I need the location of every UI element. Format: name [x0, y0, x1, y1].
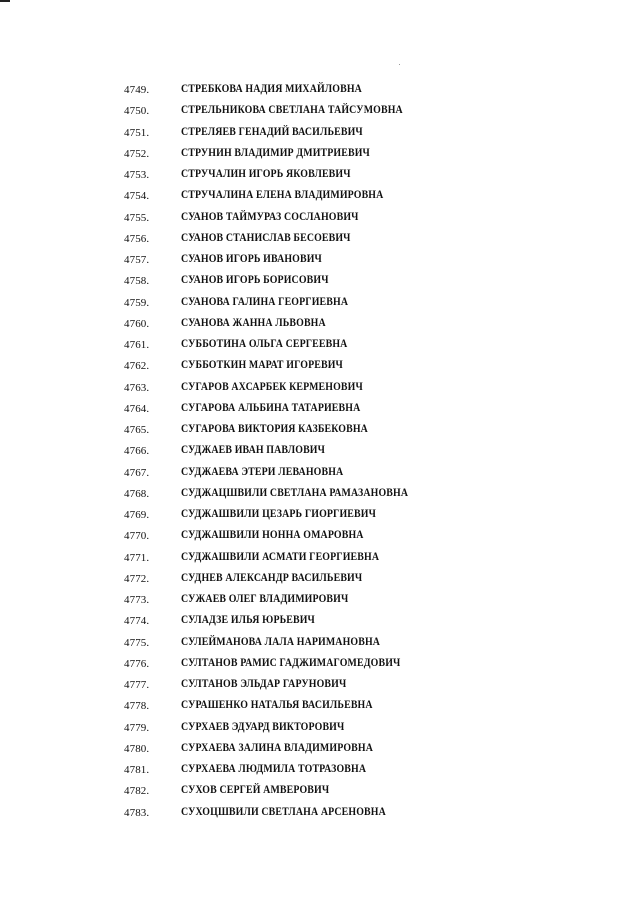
list-item — [0, 252, 640, 273]
entry-full-name: СУДЖАШВИЛИ НОННА ОМАРОВНА — [181, 529, 364, 542]
entry-number: 4759. — [124, 296, 150, 309]
entry-number: 4767. — [124, 466, 150, 479]
entry-number: 4772. — [124, 572, 150, 585]
entry-full-name: СТРУЧАЛИНА ЕЛЕНА ВЛАДИМИРОВНА — [181, 189, 384, 202]
entry-number: 4775. — [124, 636, 150, 649]
entry-full-name: СУАНОВА ГАЛИНА ГЕОРГИЕВНА — [181, 295, 349, 308]
name-list — [0, 82, 640, 826]
list-item — [0, 720, 640, 741]
entry-number: 4757. — [124, 254, 150, 266]
list-item — [0, 188, 640, 209]
list-item — [0, 677, 640, 698]
list-item — [0, 422, 640, 443]
entry-number: 4780. — [124, 742, 150, 755]
list-item — [0, 167, 640, 188]
list-item — [0, 146, 640, 167]
list-item — [0, 571, 640, 592]
entry-full-name: СУАНОВ ИГОРЬ БОРИСОВИЧ — [181, 274, 329, 287]
entry-full-name: СУДЖАЕВА ЭТЕРИ ЛЕВАНОВНА — [181, 465, 344, 478]
entry-number: 4752. — [124, 147, 150, 160]
entry-full-name: СУАНОВ ИГОРЬ ИВАНОВИЧ — [181, 253, 322, 265]
entry-full-name: СУДЖАЕВ ИВАН ПАВЛОВИЧ — [181, 444, 326, 457]
entry-full-name: СТРУЧАЛИН ИГОРЬ ЯКОВЛЕВИЧ — [181, 168, 351, 180]
entry-full-name: СУББОТКИН МАРАТ ИГОРЕВИЧ — [181, 359, 343, 372]
entry-full-name: СУРХАЕВ ЭДУАРД ВИКТОРОВИЧ — [181, 720, 345, 733]
entry-full-name: СУББОТИНА ОЛЬГА СЕРГЕЕВНА — [181, 338, 348, 350]
list-item — [0, 210, 640, 231]
scan-corner-mark — [0, 0, 10, 2]
list-item — [0, 358, 640, 379]
list-item — [0, 125, 640, 146]
entry-number: 4763. — [124, 381, 150, 394]
entry-number: 4781. — [124, 764, 150, 776]
entry-number: 4771. — [124, 551, 150, 564]
list-item — [0, 783, 640, 804]
entry-full-name: СУГАРОВ АХСАРБЕК КЕРМЕНОВИЧ — [181, 380, 363, 393]
list-item — [0, 592, 640, 613]
entry-full-name: СУРАШЕНКО НАТАЛЬЯ ВАСИЛЬЕВНА — [181, 699, 373, 712]
entry-number: 4753. — [124, 169, 150, 181]
list-item — [0, 741, 640, 762]
entry-full-name: СУДНЕВ АЛЕКСАНДР ВАСИЛЬЕВИЧ — [181, 571, 363, 584]
list-item — [0, 337, 640, 358]
list-item — [0, 231, 640, 252]
list-item — [0, 613, 640, 634]
entry-number: 4777. — [124, 679, 150, 691]
list-item — [0, 805, 640, 826]
entry-full-name: СУЛЕЙМАНОВА ЛАЛА НАРИМАНОВНА — [181, 635, 381, 648]
list-item — [0, 635, 640, 656]
entry-number: 4760. — [124, 317, 150, 330]
scan-artifact-dot — [399, 64, 400, 65]
entry-full-name: СУГАРОВА АЛЬБИНА ТАТАРИЕВНА — [181, 401, 361, 414]
entry-full-name: СУАНОВ ТАЙМУРАЗ СОСЛАНОВИЧ — [181, 210, 359, 223]
entry-number: 4755. — [124, 211, 150, 224]
list-item — [0, 443, 640, 464]
entry-full-name: СТРЕБКОВА НАДИЯ МИХАЙЛОВНА — [181, 83, 362, 95]
entry-full-name: СУАНОВ СТАНИСЛАВ БЕСОЕВИЧ — [181, 231, 351, 244]
entry-full-name: СУХОЦШВИЛИ СВЕТЛАНА АРСЕНОВНА — [181, 805, 386, 818]
entry-number: 4769. — [124, 509, 150, 521]
entry-full-name: СУГАРОВА ВИКТОРИЯ КАЗБЕКОВНА — [181, 423, 368, 435]
entry-full-name: СУЛТАНОВ РАМИС ГАДЖИМАГОМЕДОВИЧ — [181, 656, 401, 669]
entry-number: 4778. — [124, 700, 150, 713]
entry-number: 4782. — [124, 785, 150, 798]
entry-full-name: СУДЖАШВИЛИ ЦЕЗАРЬ ГИОРГИЕВИЧ — [181, 508, 376, 520]
entry-number: 4756. — [124, 232, 150, 245]
entry-number: 4773. — [124, 594, 150, 606]
entry-full-name: СТРУНИН ВЛАДИМИР ДМИТРИЕВИЧ — [181, 146, 370, 159]
entry-full-name: СУЛАДЗЕ ИЛЬЯ ЮРЬЕВИЧ — [181, 614, 315, 627]
list-item — [0, 103, 640, 124]
entry-full-name: СТРЕЛЬНИКОВА СВЕТЛАНА ТАЙСУМОВНА — [181, 104, 403, 117]
list-item — [0, 507, 640, 528]
list-item — [0, 401, 640, 422]
list-item — [0, 550, 640, 571]
entry-full-name: СУДЖАШВИЛИ АСМАТИ ГЕОРГИЕВНА — [181, 550, 380, 563]
entry-full-name: СУРХАЕВА ЗАЛИНА ВЛАДИМИРОВНА — [181, 741, 373, 754]
list-item — [0, 486, 640, 507]
list-item — [0, 656, 640, 677]
entry-number: 4766. — [124, 445, 150, 458]
entry-number: 4765. — [124, 424, 150, 436]
entry-number: 4779. — [124, 721, 150, 734]
entry-number: 4749. — [124, 84, 150, 96]
entry-number: 4751. — [124, 126, 150, 139]
entry-number: 4783. — [124, 806, 150, 819]
list-item — [0, 698, 640, 719]
entry-number: 4764. — [124, 402, 150, 415]
list-item — [0, 762, 640, 783]
list-item — [0, 295, 640, 316]
entry-number: 4776. — [124, 657, 150, 670]
entry-full-name: СУХОВ СЕРГЕЙ АМВЕРОВИЧ — [181, 784, 330, 797]
entry-number: 4750. — [124, 105, 150, 118]
entry-full-name: СУДЖАЦШВИЛИ СВЕТЛАНА РАМАЗАНОВНА — [181, 486, 409, 499]
entry-number: 4770. — [124, 530, 150, 543]
entry-full-name: СУЛТАНОВ ЭЛЬДАР ГАРУНОВИЧ — [181, 678, 347, 690]
entry-number: 4774. — [124, 615, 150, 628]
entry-full-name: СУРХАЕВА ЛЮДМИЛА ТОТРАЗОВНА — [181, 763, 367, 775]
entry-number: 4768. — [124, 487, 150, 500]
entry-full-name: СТРЕЛЯЕВ ГЕНАДИЙ ВАСИЛЬЕВИЧ — [181, 125, 363, 138]
entry-full-name: СУЖАЕВ ОЛЕГ ВЛАДИМИРОВИЧ — [181, 593, 349, 605]
list-item — [0, 465, 640, 486]
list-item — [0, 82, 640, 103]
entry-full-name: СУАНОВА ЖАННА ЛЬВОВНА — [181, 316, 326, 329]
list-item — [0, 380, 640, 401]
list-item — [0, 316, 640, 337]
entry-number: 4754. — [124, 190, 150, 203]
entry-number: 4761. — [124, 339, 150, 351]
entry-number: 4758. — [124, 275, 150, 288]
list-item — [0, 273, 640, 294]
entry-number: 4762. — [124, 360, 150, 373]
list-item — [0, 528, 640, 549]
